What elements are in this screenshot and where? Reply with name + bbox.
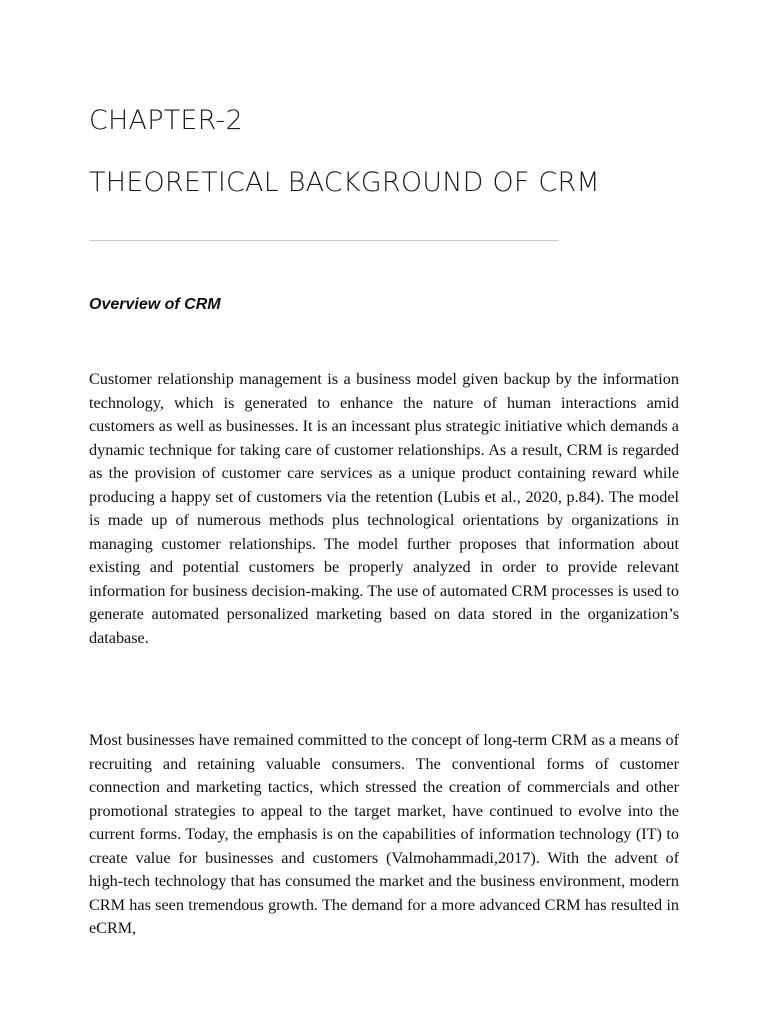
chapter-number: CHAPTER-2 — [89, 105, 243, 136]
body-paragraph-2: Most businesses have remained committed to the concept of long-term CRM as a means of recruiting and retaining valuable consumers. The conventional forms of customer connection and marketing tactics, which stressed the creation of commercials and other promotional strategies to appeal to the target market, have continued to evolve into the current forms. Today, the emphasis is on the capabilities of information technology (IT) to create value for businesses and customers (Valmohammadi,2017). With the advent of high-tech technology that has consumed the market and the business environment, modern CRM has seen tremendous growth. The demand for a more advanced CRM has resulted in eCRM, — [89, 731, 679, 937]
body-paragraph-1: Customer relationship management is a business model given backup by the information technology, which is generated to enhance the nature of human interactions amid customers as well as businesses. It is an incessant plus strategic initiative which demands a dynamic technique for taking care of customer relationships. As a result, CRM is regarded as the provision of customer care services as a unique product containing reward while producing a happy set of customers via the retention (Lubis et al., 2020, p.84). The model is made up of numerous methods plus technological orientations by organizations in managing customer relationships. The model further proposes that information about existing and potential customers be properly analyzed in order to provide relevant information for business decision-making. The use of automated CRM processes is used to generate automated personalized marketing based on data stored in the organization’s database. — [89, 370, 679, 647]
horizontal-divider — [89, 240, 559, 241]
chapter-title: THEORETICAL BACKGROUND OF CRM — [89, 167, 600, 198]
section-heading: Overview of CRM — [89, 296, 221, 313]
